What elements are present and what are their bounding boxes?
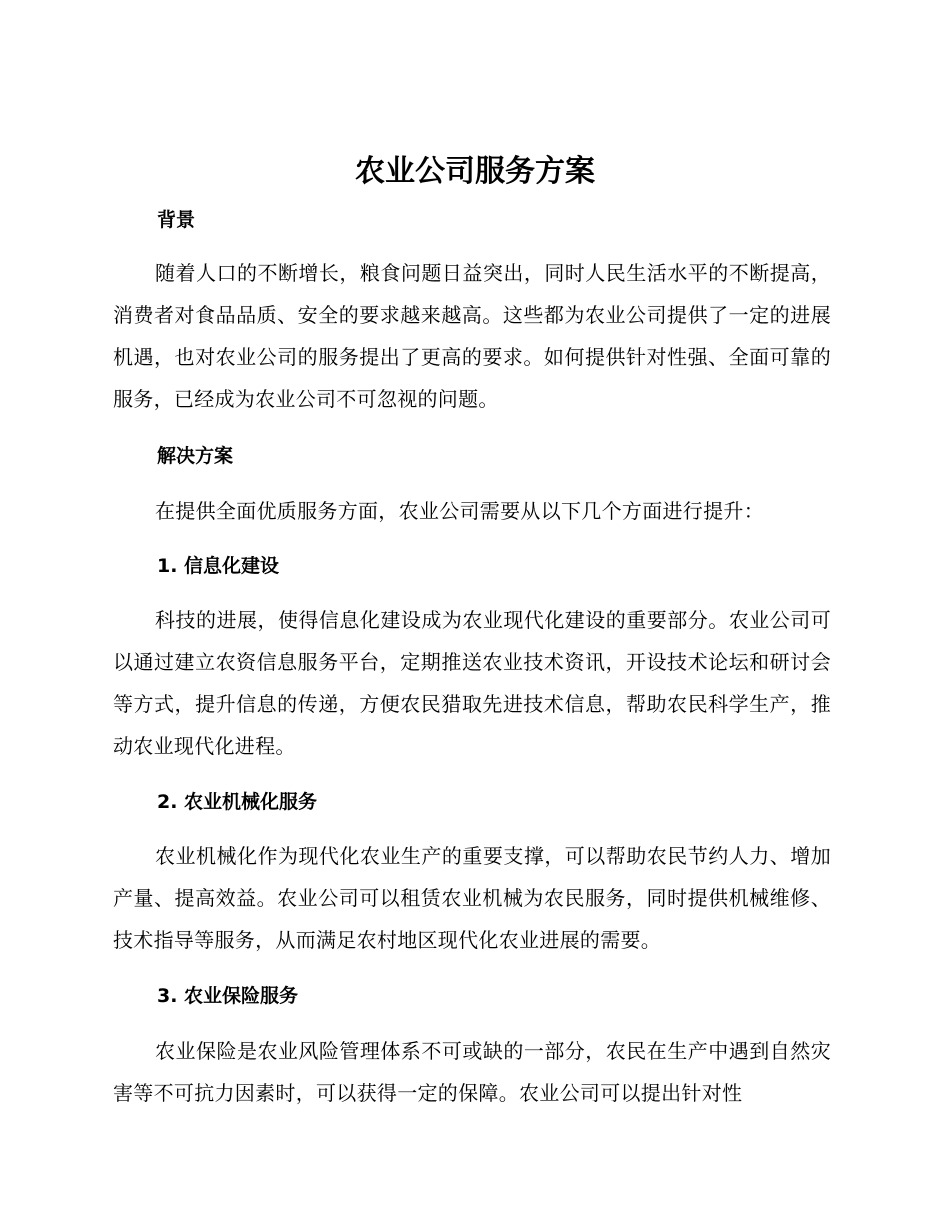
section-heading-informatization: 1. 信息化建设 [157, 555, 280, 577]
section-paragraph-informatization: 科技的进展，使得信息化建设成为农业现代化建设的重要部分。农业公司可以通过建立农资信息服务平台，定期推送农业技术资讯，开设技术论坛和研讨会等方式，提升信息的传递，方便农民猎取先进技术信息，帮助农民科学生产，推动农业现代化进程。 [113, 608, 831, 758]
section-heading-insurance: 3. 农业保险服务 [157, 985, 299, 1007]
section-paragraph-solution: 在提供全面优质服务方面，农业公司需要从以下几个方面进行提升： [155, 499, 764, 523]
section-paragraph-background: 随着人口的不断增长，粮食问题日益突出，同时人民生活水平的不断提高，消费者对食品品质、安全的要求越来越高。这些都为农业公司提供了一定的进展机遇，也对农业公司的服务提出了更高的要求。如何提供针对性强、全面可靠的服务，已经成为农业公司不可忽视的问题。 [113, 261, 831, 411]
section-paragraph-mechanization: 农业机械化作为现代化农业生产的重要支撑，可以帮助农民节约人力、增加产量、提高效益。农业公司可以租赁农业机械为农民服务，同时提供机械维修、技术指导等服务，从而满足农村地区现代化农业进展的需要。 [113, 844, 831, 952]
section-heading-background: 背景 [157, 209, 196, 231]
document-title: 农业公司服务方案 [355, 154, 595, 189]
section-paragraph-insurance: 农业保险是农业风险管理体系不可或缺的一部分，农民在生产中遇到自然灾害等不可抗力因素时，可以获得一定的保障。农业公司可以提出针对性 [113, 1039, 831, 1105]
section-heading-solution: 解决方案 [157, 445, 234, 467]
section-heading-mechanization: 2. 农业机械化服务 [157, 791, 318, 813]
